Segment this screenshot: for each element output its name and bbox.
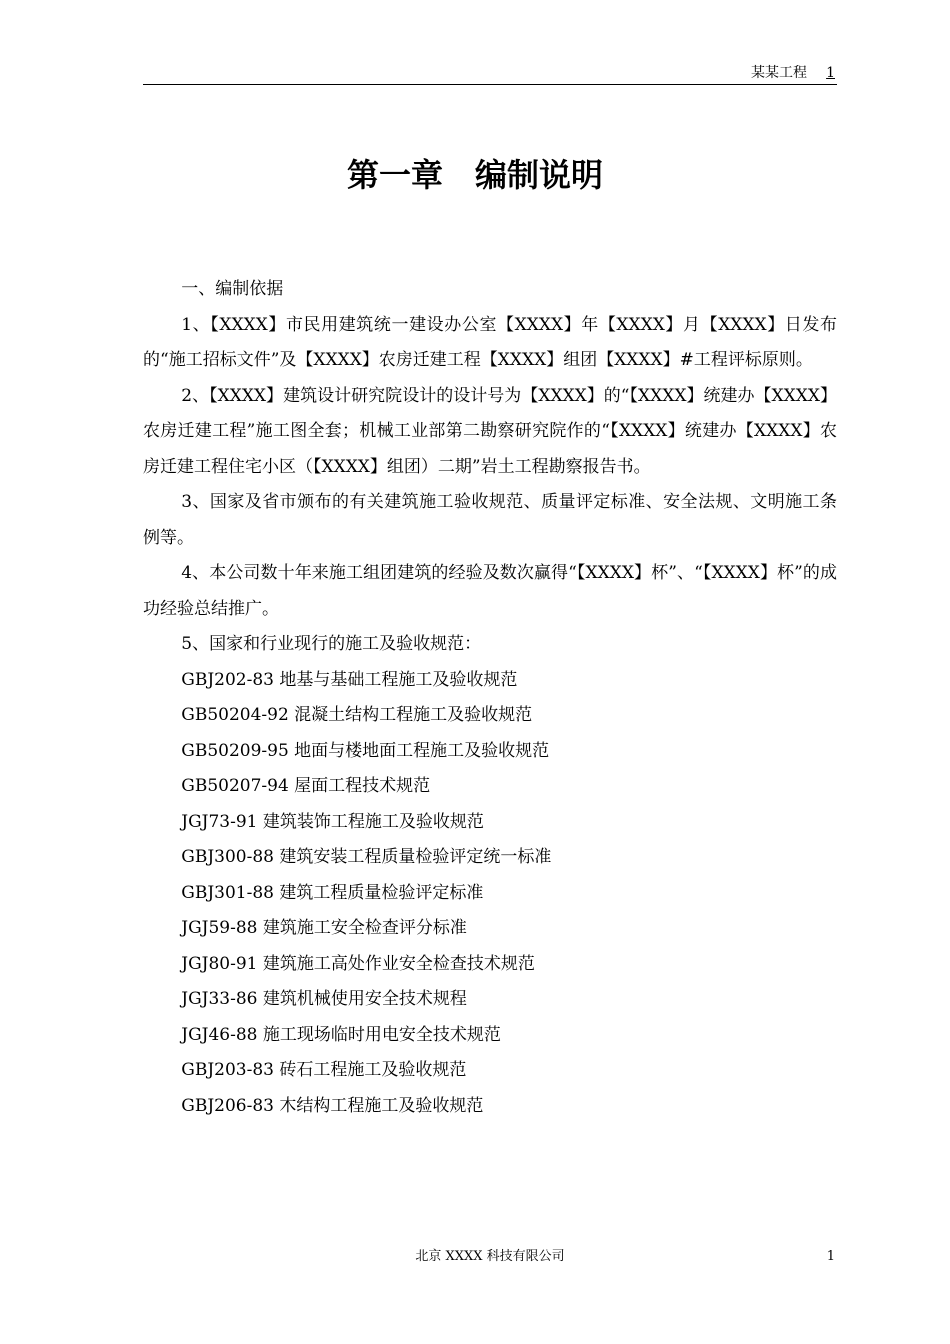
basis-item-3: 3、国家及省市颁布的有关建筑施工验收规范、质量评定标准、安全法规、文明施工条例等。 [143,492,837,548]
standard-item: JGJ80-91 建筑施工高处作业安全检查技术规范 [181,953,535,974]
document-body [143,272,837,1124]
basis-item-2: 2、【XXXX】建筑设计研究院设计的设计号为【XXXX】的“【XXXX】统建办【XXXX】农房迁建工程”施工图全套；机械工业部第二勘察研究院作的“【XXXX】统建办【XXXX】农房迁建工程住宅小区（【XXXX】组团）二期”岩土工程勘察报告书。 [143,385,837,477]
section-heading: 一、编制依据 [181,279,284,299]
standard-item: GB50209-95 地面与楼地面工程施工及验收规范 [181,740,550,761]
footer-page-number: 1 [826,1249,835,1264]
header-title: 某某工程 [751,65,807,81]
page-footer [143,1247,837,1267]
standard-item: GBJ203-83 砖石工程施工及验收规范 [181,1060,467,1080]
standard-item: GBJ206-83 木结构工程施工及验收规范 [181,1095,484,1116]
standard-item: GBJ300-88 建筑安装工程质量检验评定统一标准 [181,847,552,867]
chapter-title: 第一章 编制说明 [346,156,603,194]
standard-item: GB50204-92 混凝土结构工程施工及验收规范 [181,705,533,725]
standard-item: GBJ301-88 建筑工程质量检验评定标准 [181,882,484,903]
basis-item-5: 5、国家和行业现行的施工及验收规范： [181,634,482,654]
standard-item: GBJ202-83 地基与基础工程施工及验收规范 [181,669,518,690]
footer-company: 北京 XXXX 科技有限公司 [415,1249,565,1264]
standard-item: JGJ33-86 建筑机械使用安全技术规程 [181,989,467,1009]
basis-item-4: 4、本公司数十年来施工组团建筑的经验及数次赢得“【XXXX】杯”、“【XXXX】杯”的成功经验总结推广。 [143,563,837,619]
basis-item-1: 1、【XXXX】市民用建筑统一建设办公室【XXXX】年【XXXX】月【XXXX】日发布的“施工招标文件”及【XXXX】农房迁建工程【XXXX】组团【XXXX】#工程评标原则。 [143,314,837,370]
standard-item: JGJ46-88 施工现场临时用电安全技术规范 [181,1024,501,1045]
standard-item: GB50207-94 屋面工程技术规范 [181,776,431,796]
standard-item: JGJ59-88 建筑施工安全检查评分标准 [181,918,467,938]
page-header [143,62,837,85]
standard-item: JGJ73-91 建筑装饰工程施工及验收规范 [181,811,484,832]
header-page-number: 1 [826,65,835,81]
